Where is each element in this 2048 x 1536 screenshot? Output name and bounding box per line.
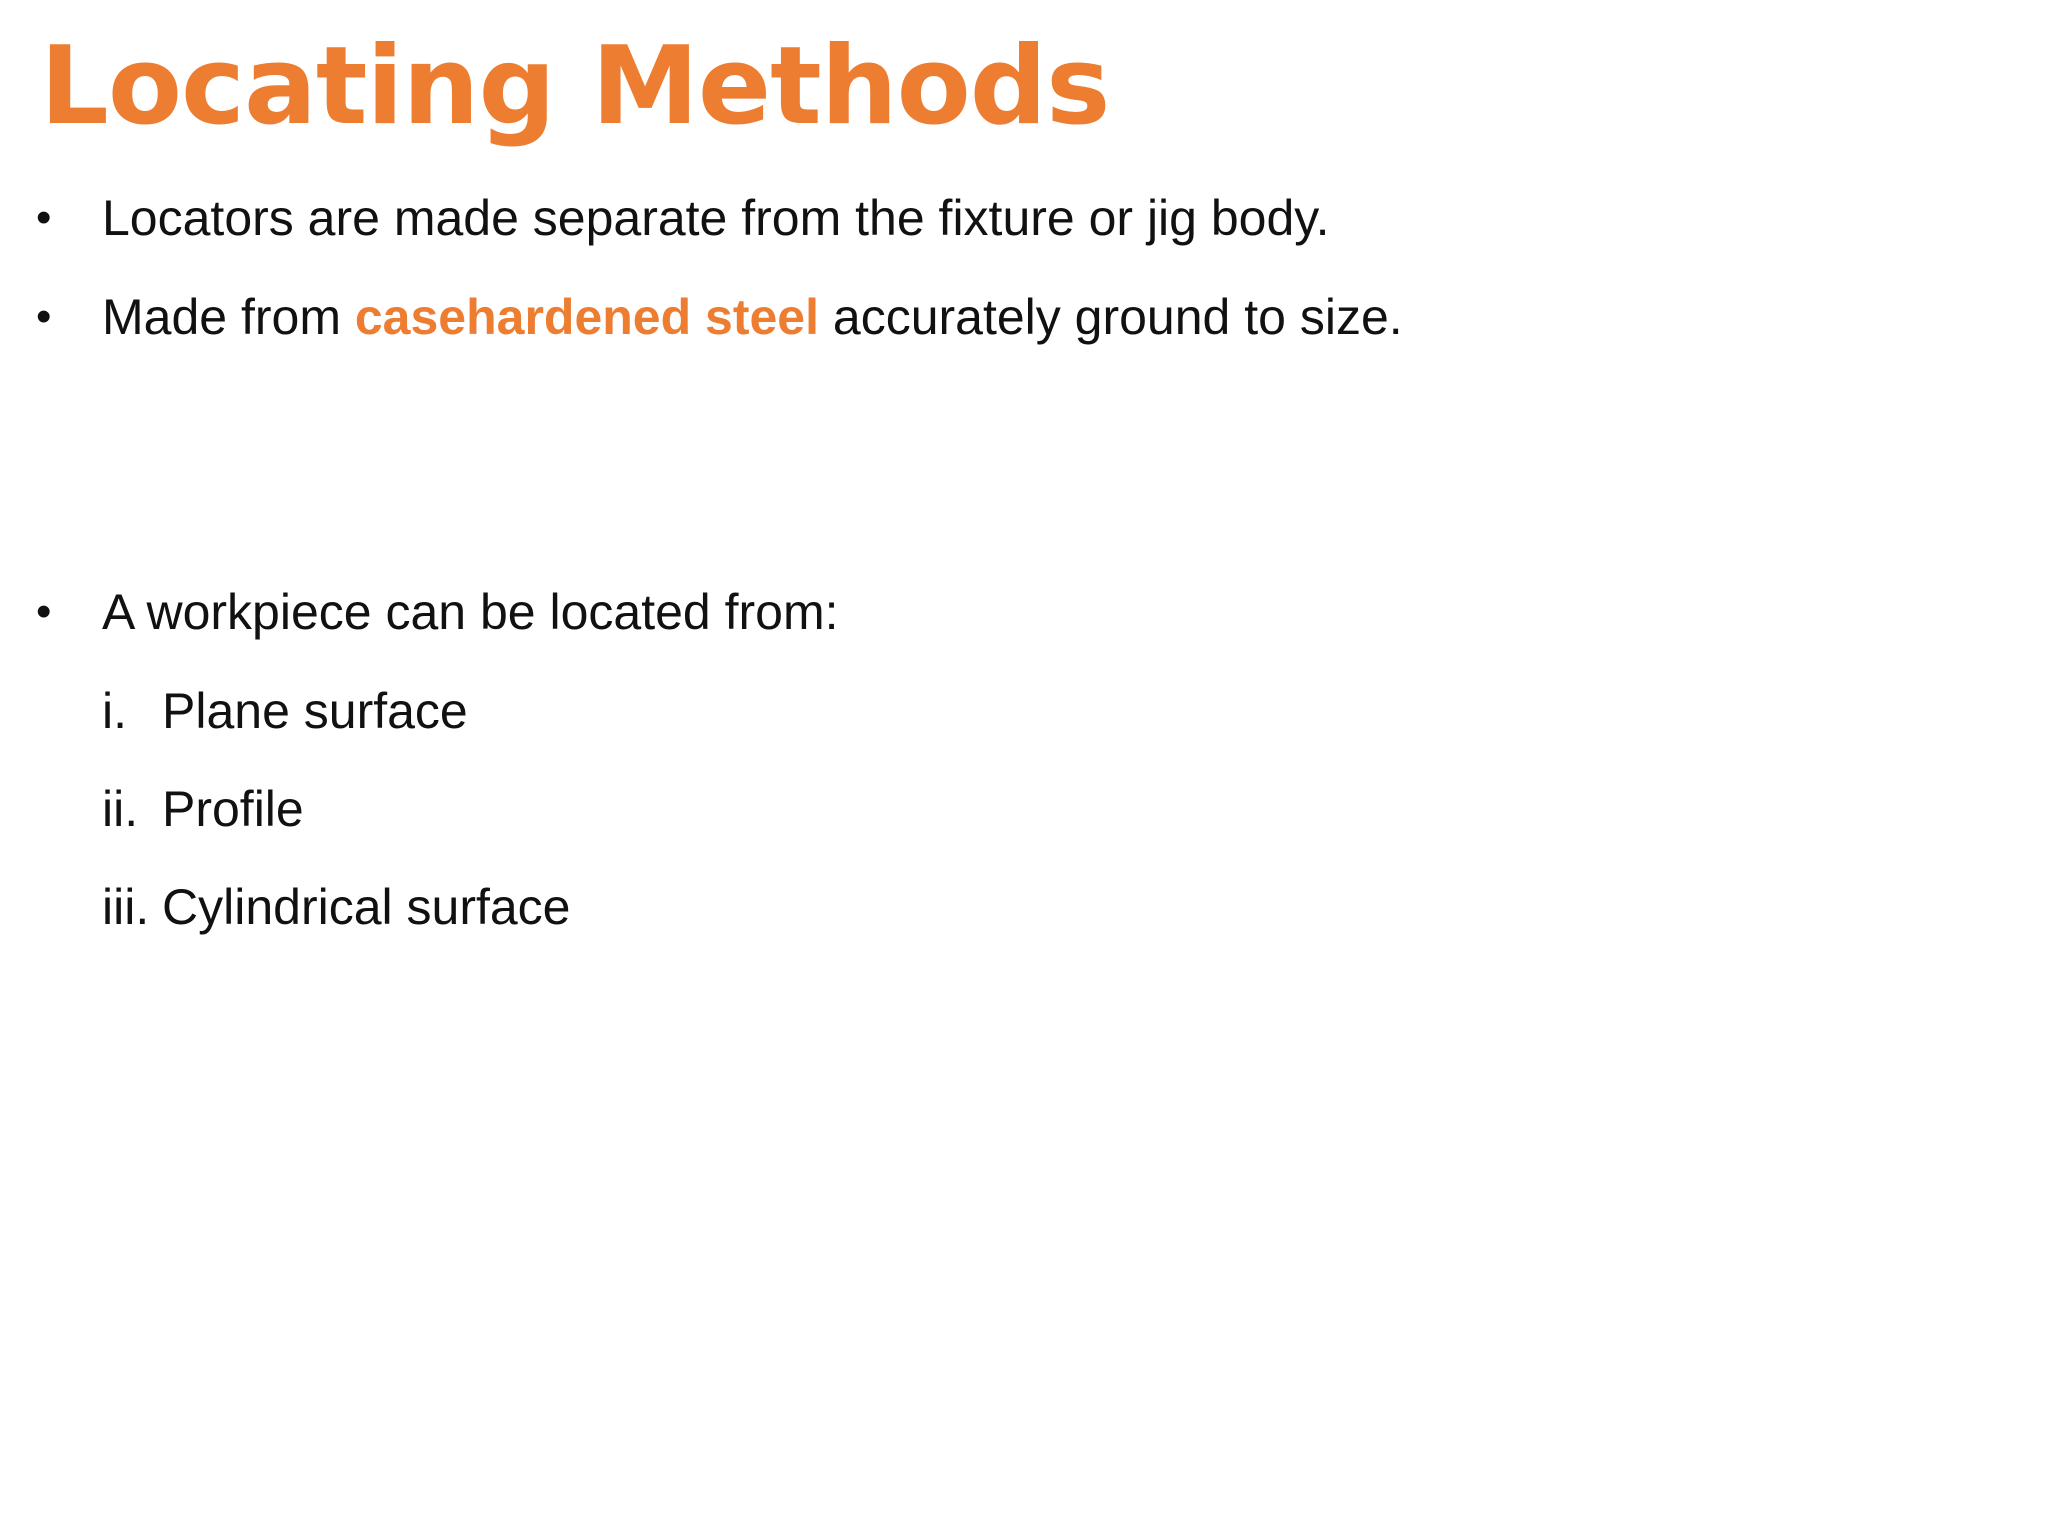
sub-item-text: Profile xyxy=(162,781,304,837)
bullet-text: Locators are made separate from the fixture or jig body. xyxy=(102,190,1330,246)
bullet-text-prefix: Made from xyxy=(102,289,355,345)
bullet-text xyxy=(102,282,1403,352)
slide-title: Locating Methods xyxy=(40,24,1110,149)
sub-item-number: ii. xyxy=(102,781,139,837)
sub-item-number: iii. xyxy=(102,879,150,935)
bullet-dot-icon: • xyxy=(36,193,52,242)
sub-item-text: Plane surface xyxy=(162,683,468,739)
highlighted-term: casehardened steel xyxy=(354,289,819,345)
bullet-text-suffix: accurately ground to size. xyxy=(819,289,1403,345)
bullet-dot-icon: • xyxy=(36,292,52,341)
bullet-text: A workpiece can be located from: xyxy=(102,584,839,640)
bullet-dot-icon: • xyxy=(36,587,52,636)
sub-item-number: i. xyxy=(102,683,127,739)
sub-item-text: Cylindrical surface xyxy=(162,879,571,935)
